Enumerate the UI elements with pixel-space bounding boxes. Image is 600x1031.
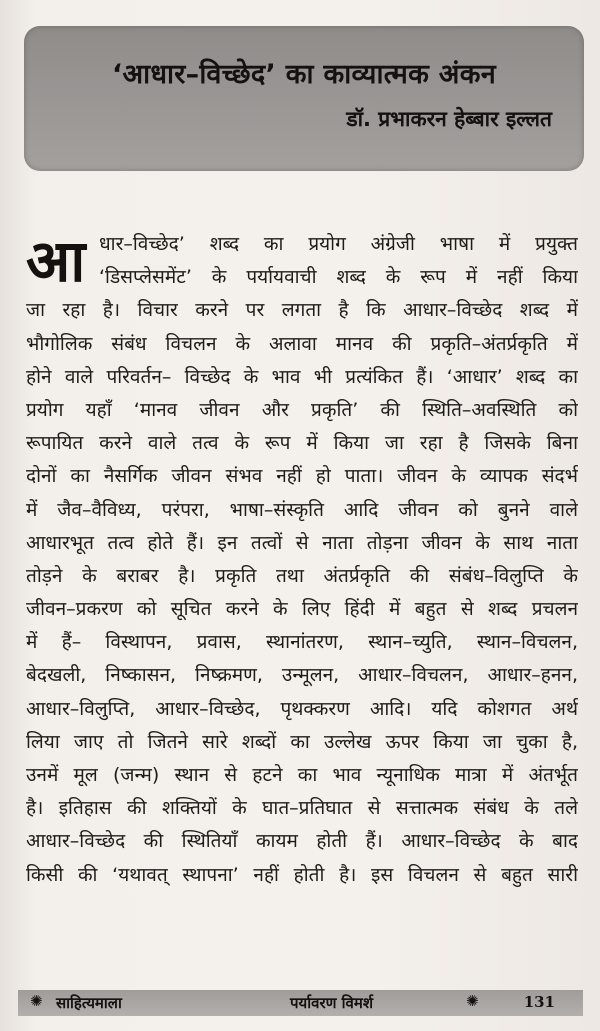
ornament-star-icon: ✺ bbox=[30, 992, 43, 1010]
ornament-star-icon: ✺ bbox=[466, 992, 479, 1010]
text-line: दोनों का नैसर्गिक जीवन संभव नहीं हो पाता। जीवन के व्यापक संदर्भ bbox=[26, 465, 578, 488]
page-number: 131 bbox=[523, 993, 555, 1011]
page-footer bbox=[18, 990, 583, 1016]
article-author: डॉ. प्रभाकरन हेब्बार इल्लत bbox=[346, 107, 552, 131]
text-line: आधारभूत तत्व होते हैं। इन तत्वों से नाता तोड़ना जीवन के साथ नाता bbox=[26, 531, 578, 554]
article-body bbox=[26, 228, 578, 892]
text-line: जीवन–प्रकरण को सूचित करने के लिए हिंदी में बहुत से शब्द प्रचलन bbox=[26, 598, 578, 621]
text-line: लिया जाए तो जितने सारे शब्दों का उल्लेख ऊपर किया जा चुका है, bbox=[26, 730, 578, 753]
text-line: भौगोलिक संबंध विचलन के अलावा मानव की प्रकृति–अंतर्प्रकृति में bbox=[26, 332, 578, 355]
text-line: किसी की ‘यथावत् स्थापना’ नहीं होती है। इस विचलन से बहुत सारी bbox=[26, 863, 578, 886]
article-title: ‘आधार–विच्छेद’ का काव्यात्मक अंकन bbox=[111, 59, 497, 90]
text-line: है। इतिहास की शक्तियों के घात–प्रतिघात से सत्तात्मक संबंध के तले bbox=[26, 797, 578, 820]
text-line: ‘डिसप्लेसमेंट’ के पर्यायवाची शब्द के रूप में नहीं किया bbox=[99, 266, 578, 289]
section-name: पर्यावरण विमर्श bbox=[290, 994, 374, 1012]
text-line: प्रयोग यहाँ ‘मानव जीवन और प्रकृति’ की स्थिति–अवस्थिति को bbox=[26, 398, 578, 421]
series-name: साहित्यमाला bbox=[56, 994, 122, 1012]
drop-cap: आ bbox=[26, 227, 86, 295]
text-line: जा रहा है। विचार करने पर लगता है कि आधार–विच्छेद शब्द में bbox=[26, 299, 578, 322]
text-line: में हैं– विस्थापन, प्रवास, स्थानांतरण, स्थान–च्युति, स्थान–विचलन, bbox=[26, 631, 578, 654]
text-line: आधार–विलुप्ति, आधार–विच्छेद, पृथक्करण आदि। यदि कोशगत अर्थ bbox=[26, 697, 578, 720]
text-line: तोड़ने के बराबर है। प्रकृति तथा अंतर्प्रकृति की संबंध–विलुप्ति के bbox=[26, 564, 578, 587]
text-line: रूपायित करने वाले तत्व के रूप में किया जा रहा है जिसके बिना bbox=[26, 432, 578, 455]
title-banner bbox=[24, 26, 584, 171]
text-line: बेदखली, निष्कासन, निष्क्रमण, उन्मूलन, आधार–विचलन, आधार–हनन, bbox=[26, 664, 578, 687]
text-line: आधार–विच्छेद की स्थितियाँ कायम होती हैं। आधार–विच्छेद के बाद bbox=[26, 830, 578, 853]
text-line: होने वाले परिवर्तन– विच्छेद के भाव भी प्रत्यंकित हैं। ‘आधार’ शब्द का bbox=[26, 365, 578, 388]
text-line: में जैव–वैविध्य, परंपरा, भाषा–संस्कृति आदि जीवन को बुनने वाले bbox=[26, 498, 578, 521]
text-line: उनमें मूल (जन्म) स्थान से हटने का भाव न्यूनाधिक मात्रा में अंतर्भूत bbox=[26, 764, 578, 786]
text-line: धार–विच्छेद’ शब्द का प्रयोग अंग्रेजी भाषा में प्रयुक्त bbox=[99, 233, 578, 255]
